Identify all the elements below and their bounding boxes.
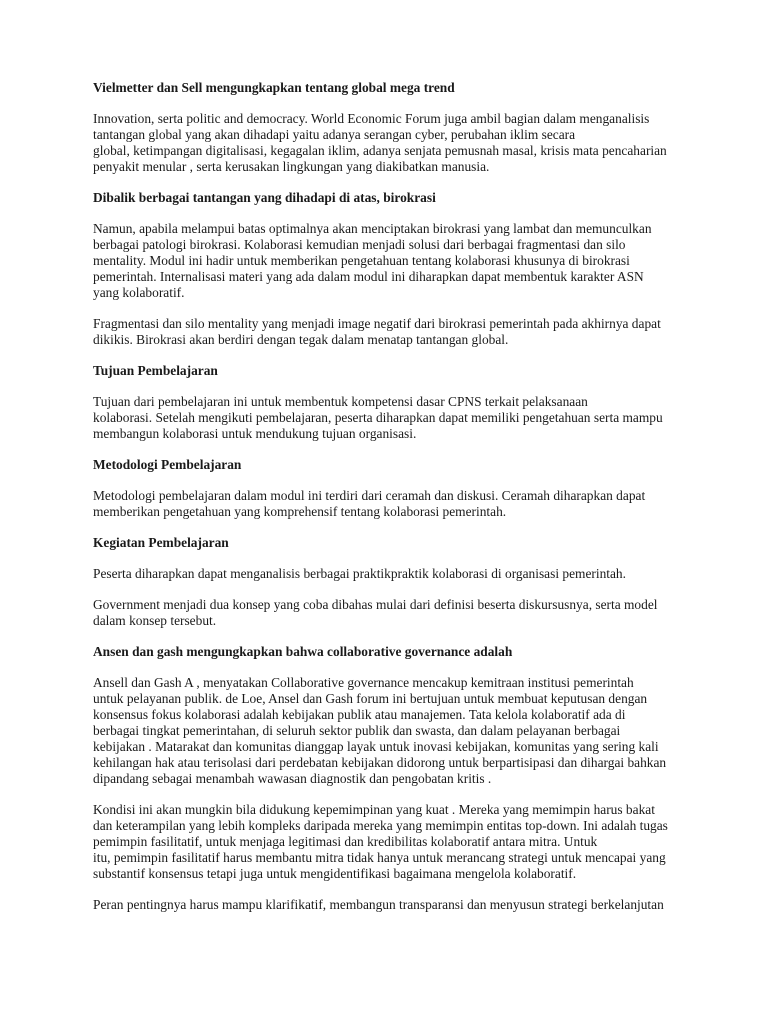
paragraph-line: Namun, apabila melampui batas optimalnya akan menciptakan birokrasi yang lambat dan memunculkan bbox=[93, 221, 652, 236]
section-heading bbox=[93, 457, 683, 473]
paragraph-line: Tujuan dari pembelajaran ini untuk membentuk kompetensi dasar CPNS terkait pelaksanaan bbox=[93, 394, 588, 409]
paragraph-line: Innovation, serta politic and democracy. World Economic Forum juga ambil bagian dalam menganalisis bbox=[93, 111, 650, 126]
paragraph-line: itu, pemimpin fasilitatif harus membantu mitra tidak hanya untuk merancang strategi untuk mencapai yang bbox=[93, 850, 666, 865]
body-paragraph bbox=[93, 802, 683, 882]
paragraph-line: kolaborasi. Setelah mengikuti pembelajaran, peserta diharapkan dapat memiliki pengetahuan serta mampu bbox=[93, 410, 663, 425]
paragraph-line: yang kolaboratif. bbox=[93, 285, 185, 300]
paragraph-line: tantangan global yang akan dihadapi yaitu adanya serangan cyber, perubahan iklim secara bbox=[93, 127, 576, 142]
body-paragraph bbox=[93, 488, 683, 520]
paragraph-line: Ansell dan Gash A , menyatakan Collaborative governance mencakup kemitraan institusi pemerintah bbox=[93, 675, 634, 690]
heading-text: Vielmetter dan Sell mengungkapkan tentang global mega trend bbox=[93, 80, 455, 95]
heading-text: Kegiatan Pembelajaran bbox=[93, 535, 229, 550]
body-paragraph bbox=[93, 111, 683, 175]
paragraph-line: substantif konsensus tetapi juga untuk mengidentifikasi bagaimana mengelola kolaboratif. bbox=[93, 866, 577, 881]
paragraph-line: dan keterampilan yang lebih kompleks daripada mereka yang memimpin entitas top-down. Ini adalah tugas bbox=[93, 818, 668, 833]
heading-text: Metodologi Pembelajaran bbox=[93, 457, 242, 472]
paragraph-line: mentality. Modul ini hadir untuk memberikan pengetahuan tentang kolaborasi khusunya di birokrasi bbox=[93, 253, 630, 268]
body-paragraph bbox=[93, 316, 683, 348]
heading-text: Dibalik berbagai tantangan yang dihadapi di atas, birokrasi bbox=[93, 190, 436, 205]
paragraph-line: pemerintah. Internalisasi materi yang ada dalam modul ini diharapkan dapat membentuk karakter ASN bbox=[93, 269, 644, 284]
document-page bbox=[93, 80, 683, 928]
paragraph-line: Kondisi ini akan mungkin bila didukung kepemimpinan yang kuat . Mereka yang memimpin harus bakat bbox=[93, 802, 655, 817]
paragraph-line: Peserta diharapkan dapat menganalisis berbagai praktikpraktik kolaborasi di organisasi pemerintah. bbox=[93, 566, 626, 581]
body-paragraph bbox=[93, 897, 683, 913]
section-heading bbox=[93, 644, 683, 660]
paragraph-line: membangun kolaborasi untuk mendukung tujuan organisasi. bbox=[93, 426, 417, 441]
heading-text: Ansen dan gash mengungkapkan bahwa collaborative governance adalah bbox=[93, 644, 513, 659]
paragraph-line: Fragmentasi dan silo mentality yang menjadi image negatif dari birokrasi pemerintah pada akhirnya dapat bbox=[93, 316, 661, 331]
section-heading bbox=[93, 80, 683, 96]
paragraph-line: Peran pentingnya harus mampu klarifikatif, membangun transparansi dan menyusun strategi berkelanjutan bbox=[93, 897, 664, 912]
body-paragraph bbox=[93, 394, 683, 442]
paragraph-line: penyakit menular , serta kerusakan lingkungan yang diakibatkan manusia. bbox=[93, 159, 490, 174]
body-paragraph bbox=[93, 221, 683, 301]
body-paragraph bbox=[93, 566, 683, 582]
body-paragraph bbox=[93, 675, 683, 787]
paragraph-line: konsensus fokus kolaborasi adalah kebijakan publik atau manajemen. Tata kelola kolaboratif ada di bbox=[93, 707, 626, 722]
heading-text: Tujuan Pembelajaran bbox=[93, 363, 218, 378]
paragraph-line: berbagai patologi birokrasi. Kolaborasi kemudian menjadi solusi dari berbagai fragmentasi dan silo bbox=[93, 237, 626, 252]
paragraph-line: dipandang sebagai menambah wawasan diagnostik dan pengobatan kritis . bbox=[93, 771, 492, 786]
paragraph-line: kehilangan hak atau terisolasi dari perdebatan kebijakan didorong untuk berpartisipasi dan dihargai bahkan bbox=[93, 755, 667, 770]
paragraph-line: pemimpin fasilitatif, untuk menjaga legitimasi dan kredibilitas kolaboratif antara mitra. Untuk bbox=[93, 834, 598, 849]
paragraph-line: Metodologi pembelajaran dalam modul ini terdiri dari ceramah dan diskusi. Ceramah diharapkan dapat bbox=[93, 488, 646, 503]
paragraph-line: dikikis. Birokrasi akan berdiri dengan tegak dalam menatap tantangan global. bbox=[93, 332, 509, 347]
paragraph-line: dalam konsep tersebut. bbox=[93, 613, 217, 628]
paragraph-line: berbagai tingkat pemerintahan, di seluruh sektor publik dan swasta, dan dalam pelayanan berbagai bbox=[93, 723, 621, 738]
section-heading bbox=[93, 190, 683, 206]
body-paragraph bbox=[93, 597, 683, 629]
paragraph-line: untuk pelayanan publik. de Loe, Ansel dan Gash forum ini bertujuan untuk membuat keputusan dengan bbox=[93, 691, 648, 706]
section-heading bbox=[93, 363, 683, 379]
paragraph-line: memberikan pengetahuan yang komprehensif tentang kolaborasi pemerintah. bbox=[93, 504, 507, 519]
paragraph-line: Government menjadi dua konsep yang coba dibahas mulai dari definisi beserta diskursusnya, serta model bbox=[93, 597, 658, 612]
section-heading bbox=[93, 535, 683, 551]
paragraph-line: kebijakan . Matarakat dan komunitas dianggap layak untuk inovasi kebijakan, komunitas yang sering kali bbox=[93, 739, 659, 754]
paragraph-line: global, ketimpangan digitalisasi, kegagalan iklim, adanya senjata pemusnah masal, krisis mata pencaharian bbox=[93, 143, 667, 158]
